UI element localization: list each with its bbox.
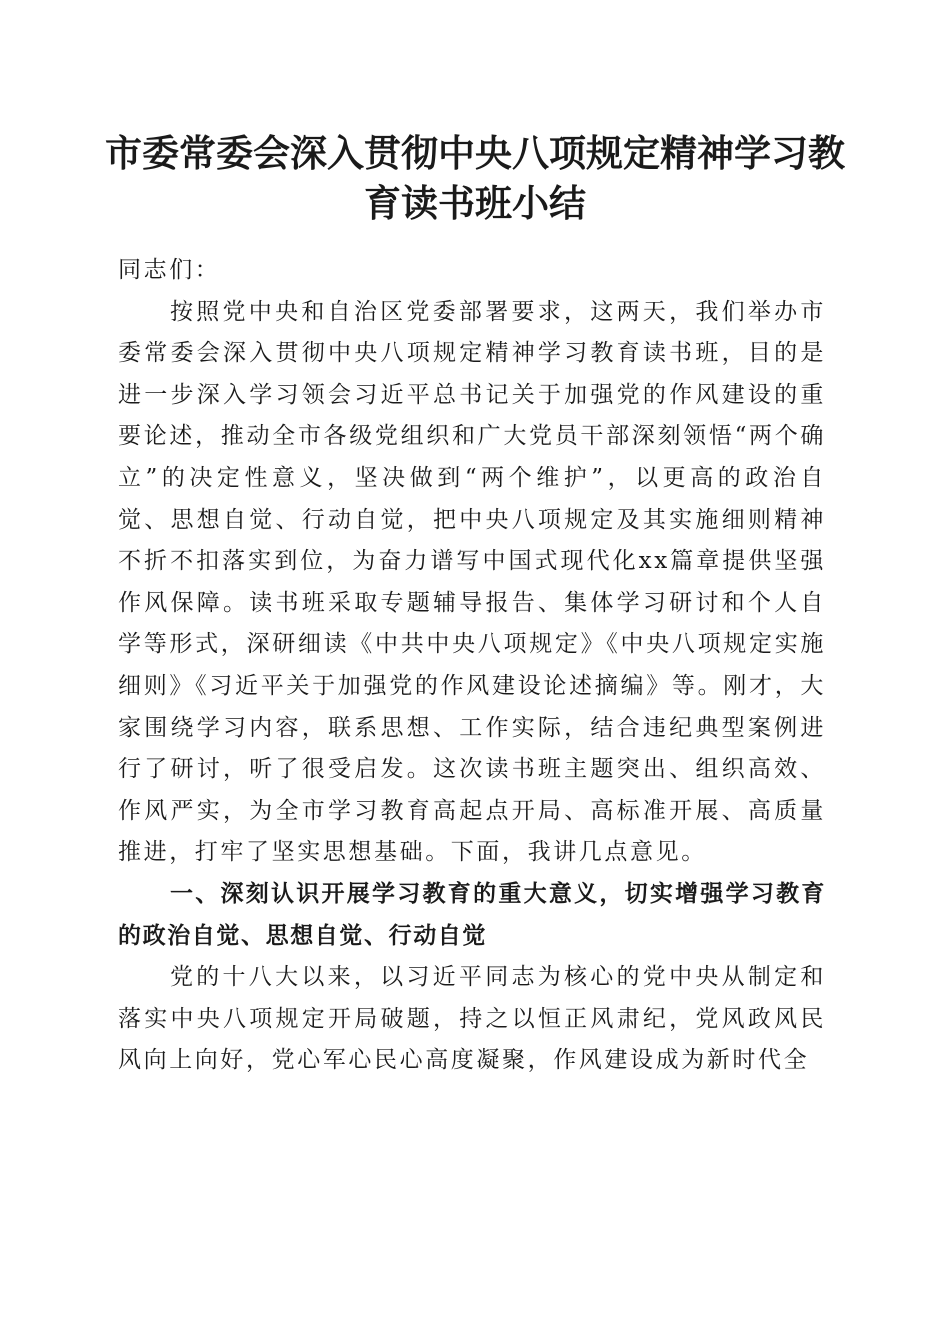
paragraph-section-1: 党的十八大以来，以习近平同志为核心的党中央从制定和落实中央八项规定开局破题，持之以恒正风肃纪，党风政风民风向上向好，党心军心民心高度凝聚，作风建设成为新时代全 [118, 964, 826, 1074]
paragraph-intro: 按照党中央和自治区党委部署要求，这两天，我们举办市委常委会深入贯彻中央八项规定精神学习教育读书班，目的是进一步深入学习领会习近平总书记关于加强党的作风建设的重要论述，推动全市各级党组织和广大党员干部深刻领悟“两个确立”的决定性意义，坚决做到“两个维护”，以更高的政治自觉、思想自觉、行动自觉，把中央八项规定及其实施细则精神不折不扣落实到位，为奋力谱写中国式现代化xx篇章提供坚强作风保障。读书班采取专题辅导报告、集体学习研讨和个人自学等形式，深研细读《中共中央八项规定》《中央八项规定实施细则》《习近平关于加强党的作风建设论述摘编》等。刚才，大家围绕学习内容，联系思想、工作实际，结合违纪典型案例进行了研讨，听了很受启发。这次读书班主题突出、组织高效、作风严实，为全市学习教育高起点开局、高标准开展、高质量推进，打牢了坚实思想基础。下面，我讲几点意见。 [118, 298, 826, 866]
document-title: 市委常委会深入贯彻中央八项规定精神学习教育读书班小结 [105, 131, 845, 225]
document-body [118, 250, 826, 1082]
salutation: 同志们： [118, 257, 221, 283]
section-heading-1: 一、深刻认识开展学习教育的重大意义，切实增强学习教育的政治自觉、思想自觉、行动自觉 [118, 880, 826, 949]
